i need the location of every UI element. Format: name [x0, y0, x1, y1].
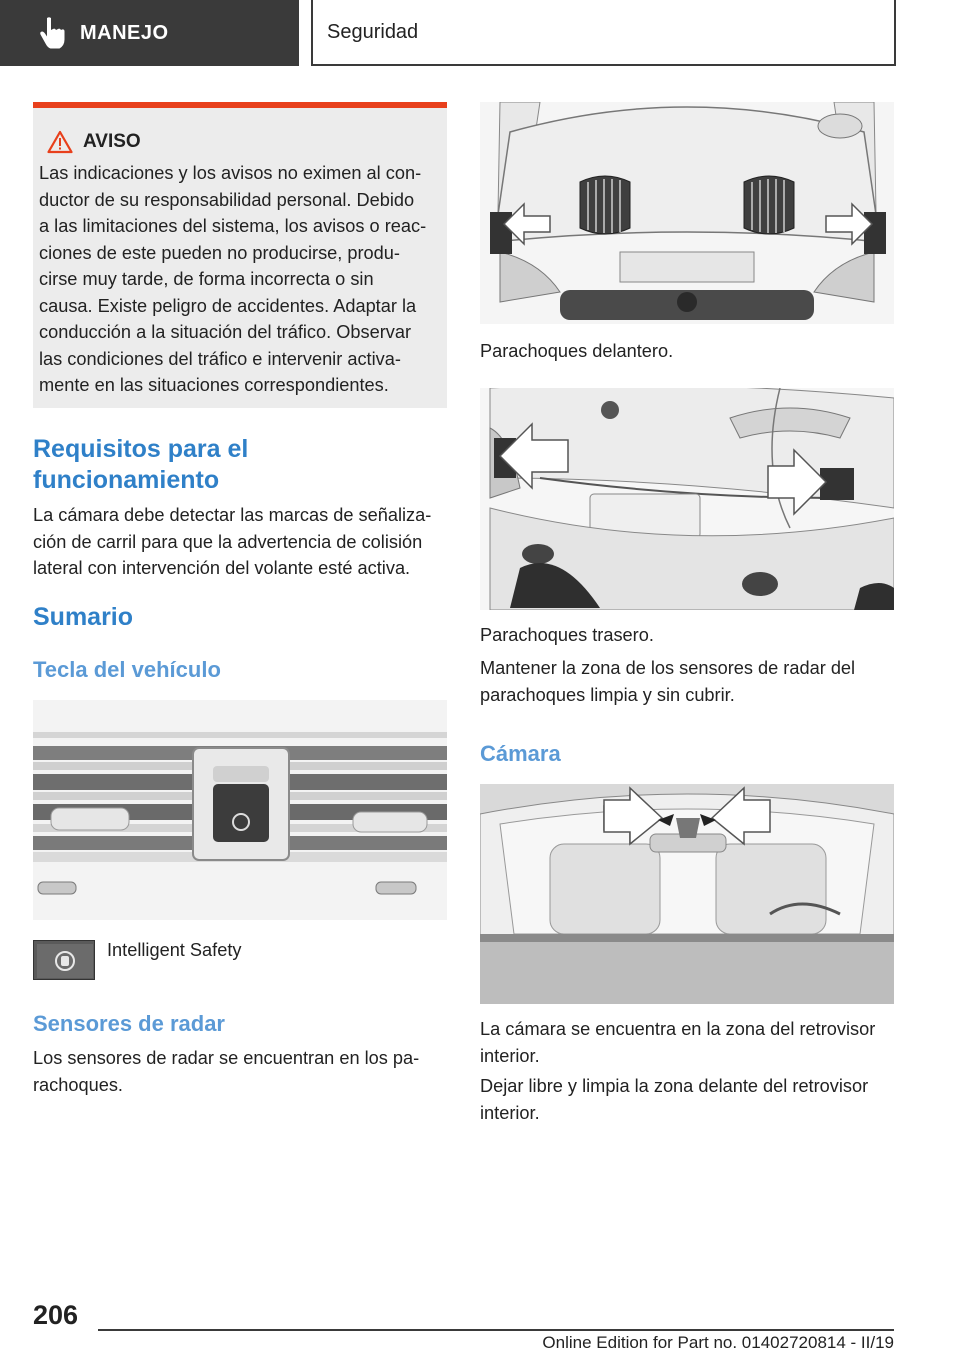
- cleaning-line: parachoques limpia y sin cubrir.: [480, 684, 735, 705]
- warning-text: [39, 160, 435, 399]
- chapter-tab[interactable]: [0, 0, 299, 66]
- intelligent-safety-icon: [33, 940, 95, 980]
- requirements-line: ción de carril para que la advertencia de colisión: [33, 531, 423, 552]
- footer-divider: [98, 1329, 894, 1331]
- front-bumper-photo: [480, 102, 894, 324]
- warning-line: a las limitaciones del sistema, los avisos o reac‐: [39, 216, 427, 236]
- radar-text: [33, 1045, 419, 1098]
- requirements-text: [33, 502, 431, 582]
- radar-heading: Sensores de radar: [33, 1011, 225, 1036]
- warning-box: [33, 102, 447, 408]
- camera-interior-photo: [480, 784, 894, 1004]
- warning-triangle-icon: [47, 130, 73, 154]
- camera-line: interior.: [480, 1045, 540, 1066]
- radar-line: Los sensores de radar se encuentran en los pa‐: [33, 1048, 420, 1068]
- requirements-heading: [33, 434, 248, 496]
- camera-line: La cámara se encuentra en la zona del retrovisor: [480, 1019, 876, 1039]
- vehicle-button-heading: Tecla del vehículo: [33, 657, 221, 682]
- warning-line: las condiciones del tráfico e intervenir activa‐: [39, 348, 401, 369]
- warning-line: mente en las situaciones correspondientes.: [39, 375, 389, 395]
- topic-header: [311, 0, 896, 66]
- chapter-label: MANEJO: [80, 21, 169, 44]
- requirements-heading-line: funcionamiento: [33, 466, 220, 494]
- intelligent-safety-caption: Intelligent Safety: [107, 940, 242, 960]
- requirements-heading-line: Requisitos para el: [33, 435, 249, 463]
- warning-line: ciones de este pueden no producirse, produ‐: [39, 242, 400, 263]
- warning-title-row: [47, 130, 435, 154]
- cleaning-line: Mantener la zona de los sensores de radar del: [480, 658, 856, 678]
- warning-line: cirse muy tarde, de forma incorrecta o sin: [39, 269, 374, 289]
- vehicle-button-photo: [33, 700, 447, 920]
- rear-bumper-caption: Parachoques trasero.: [480, 625, 654, 645]
- camera-heading: Cámara: [480, 741, 561, 766]
- radar-cleaning-text: [480, 655, 855, 708]
- hand-pointer-icon: [38, 16, 66, 50]
- warning-line: ductor de su responsabilidad personal. Debido: [39, 189, 415, 210]
- page-number: 206: [33, 1300, 79, 1330]
- warning-title: AVISO: [83, 131, 141, 152]
- edition-note: Online Edition for Part no. 01402720814 - II/19: [542, 1333, 894, 1352]
- camera-line: Dejar libre y limpia la zona delante del retrovisor: [480, 1076, 869, 1096]
- camera-clean-text: [480, 1073, 868, 1126]
- summary-heading: Sumario: [33, 603, 134, 631]
- camera-location-text: [480, 1016, 875, 1069]
- warning-line: causa. Existe peligro de accidentes. Adaptar la: [39, 295, 417, 316]
- warning-line: conducción a la situación del tráfico. Observar: [39, 322, 412, 342]
- topic-label: Seguridad: [327, 20, 419, 43]
- requirements-line: La cámara debe detectar las marcas de señaliza‐: [33, 505, 432, 525]
- warning-line: Las indicaciones y los avisos no eximen al con‐: [39, 163, 422, 183]
- front-bumper-caption: Parachoques delantero.: [480, 341, 674, 361]
- requirements-line: lateral con intervención del volante esté activa.: [33, 558, 411, 578]
- radar-line: rachoques.: [33, 1074, 123, 1095]
- camera-line: interior.: [480, 1102, 540, 1123]
- rear-bumper-photo: [480, 388, 894, 610]
